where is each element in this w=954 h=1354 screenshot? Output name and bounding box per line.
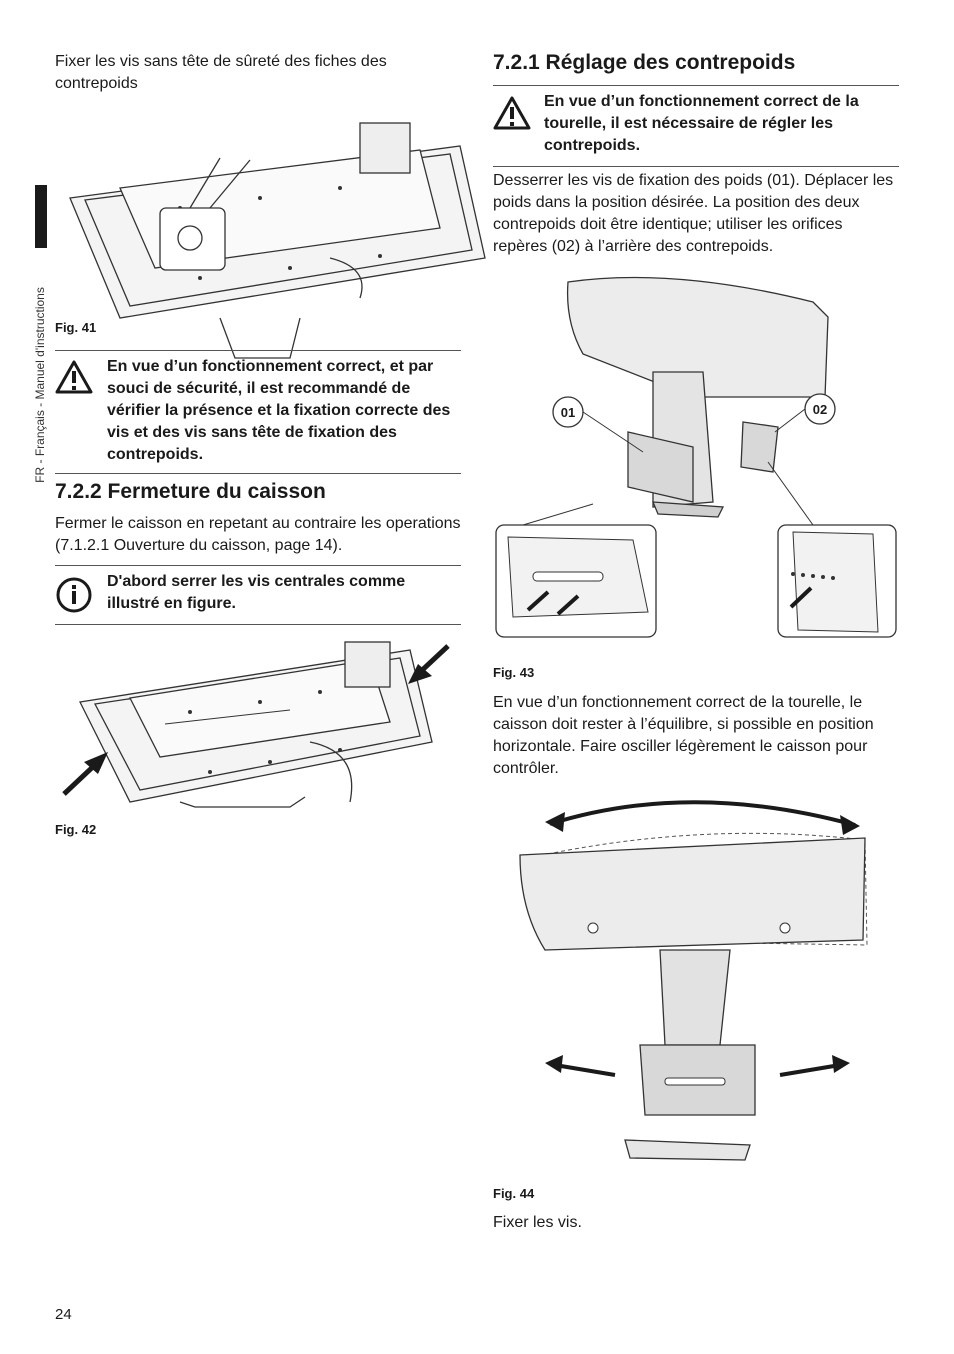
- balance-paragraph: En vue d’un fonctionnement correct de la tourelle, le caisson doit rester à l’équilibre, si possible en position horizontale. Faire osciller légèrement le caisson pour contrôler.: [493, 694, 874, 777]
- info-icon: [55, 576, 93, 614]
- fig43-illustration: [493, 272, 899, 644]
- fig43-label: Fig. 43: [493, 665, 535, 680]
- side-tab-bar: [35, 185, 47, 248]
- fig44-illustration: [515, 800, 875, 1165]
- warning-icon: [493, 96, 531, 130]
- warning-text: En vue d’un fonctionnement correct, et par souci de sécurité, il est recommandé de vérifier la présence et la fixation correcte des vis et des vis sans tête de fixation des contrepoids.: [107, 358, 451, 463]
- right-warning-text: En vue d’un fonctionnement correct de la tourelle, il est nécessaire de régler les contrepoids.: [544, 93, 859, 154]
- section-title: 7.2.2 Fermeture du caisson: [55, 480, 326, 503]
- side-language-label: FR - Français - Manuel d'instructions: [33, 287, 47, 483]
- right-section-title: 7.2.1 Réglage des contrepoids: [493, 51, 796, 74]
- intro-text: Fixer les vis sans tête de sûreté des fiches des contrepoids: [55, 53, 387, 92]
- page-number: 24: [55, 1306, 72, 1323]
- fig41-label: Fig. 41: [55, 320, 97, 335]
- info-text: D'abord serrer les vis centrales comme illustré en figure.: [107, 573, 406, 612]
- adjust-paragraph: Desserrer les vis de fixation des poids (01). Déplacer les poids dans la position désirée. La position des deux contrepoids doit être identique; utiliser les orifices repères (02) à l’arrière des contrepoids.: [493, 172, 894, 255]
- final-instruction: Fixer les vis.: [493, 1214, 582, 1231]
- fig42-illustration: [60, 632, 460, 807]
- fig41-illustration: [60, 118, 460, 298]
- callout-02: 02: [812, 402, 828, 417]
- section-text: Fermer le caisson en repetant au contraire les operations (7.1.2.1 Ouverture du caisson, page 14).: [55, 515, 461, 554]
- fig42-label: Fig. 42: [55, 822, 97, 837]
- warning-icon: [55, 360, 93, 394]
- fig44-label: Fig. 44: [493, 1186, 535, 1201]
- callout-01: 01: [560, 405, 576, 420]
